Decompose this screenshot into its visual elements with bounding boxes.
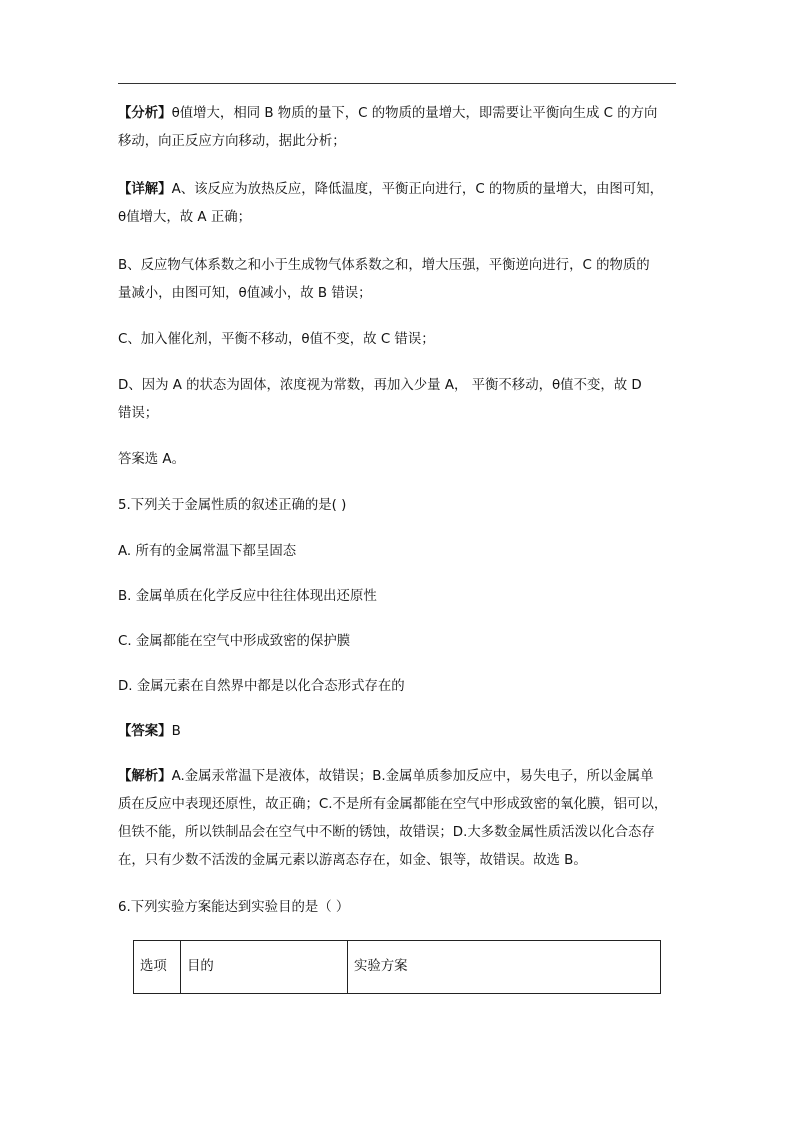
detail-d-line-2: 错误； [118, 406, 159, 421]
detail-b-line-2: 量减小，由图可知，θ值减小，故 B 错误； [118, 286, 372, 301]
option-a: A. 所有的金属常温下都呈固态 [118, 544, 297, 559]
option-b: B. 金属单质在化学反应中往往体现出还原性 [118, 589, 377, 604]
detail-line-2: θ值增大，故 A 正确； [118, 210, 251, 225]
detail-c-line: C、加入催化剂，平衡不移动，θ值不变，故 C 错误； [118, 332, 435, 347]
header-option: 选项 [134, 941, 181, 994]
header-rule [118, 83, 676, 84]
option-d: D. 金属元素在自然界中都是以化合态形式存在的 [118, 679, 405, 694]
question-6: 6.下列实验方案能达到实验目的是（ ） [118, 900, 350, 915]
answer-summary: 答案选 A。 [118, 452, 185, 467]
detail-line-1: 【详解】A、该反应为放热反应，降低温度，平衡正向进行，C 的物质的量增大，由图可知， [118, 182, 663, 197]
detail-b-line-1: B、反应物气体系数之和小于生成物气体系数之和，增大压强，平衡逆向进行，C 的物质的 [118, 258, 650, 273]
answer-line: 【答案】B [118, 724, 181, 739]
header-plan: 实验方案 [348, 941, 661, 994]
question-5: 5.下列关于金属性质的叙述正确的是( ) [118, 498, 347, 513]
explanation-line-3: 但铁不能，所以铁制品会在空气中不断的锈蚀，故错误；D.大多数金属性质活泼以化合态存 [118, 825, 655, 840]
experiment-table [133, 940, 661, 994]
detail-d-line-1: D、因为 A 的状态为固体，浓度视为常数，再加入少量 A， 平衡不移动，θ值不变，故 D [118, 378, 642, 393]
analysis-line-1: 【分析】θ值增大，相同 B 物质的量下，C 的物质的量增大，即需要让平衡向生成 C 的方向 [118, 106, 658, 121]
explanation-line-2: 质在反应中表现还原性，故正确；C.不是所有金属都能在空气中形成致密的氧化膜，铝可以， [118, 797, 668, 812]
explanation-line-4: 在，只有少数不活泼的金属元素以游离态存在，如金、银等，故错误。故选 B。 [118, 853, 587, 868]
content [118, 100, 678, 922]
option-c: C. 金属都能在空气中形成致密的保护膜 [118, 634, 351, 649]
header-purpose: 目的 [181, 941, 348, 994]
analysis-line-2: 移动，向正反应方向移动，据此分析； [118, 134, 346, 149]
table-header-row [134, 941, 661, 994]
explanation-line-1: 【解析】A.金属汞常温下是液体，故错误；B.金属单质参加反应中，易失电子，所以金属单 [118, 769, 654, 784]
